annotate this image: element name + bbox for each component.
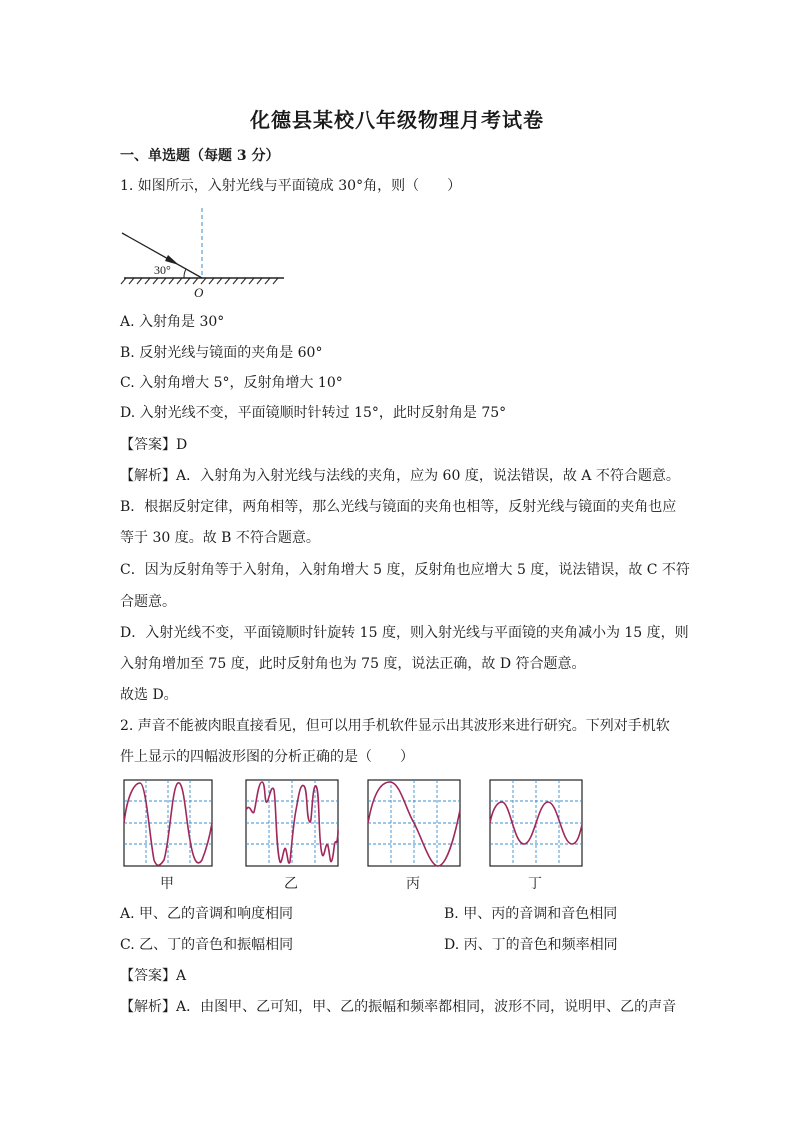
waveform-panel-yi bbox=[246, 780, 338, 866]
q1-answer: 【答案】D bbox=[120, 437, 188, 453]
angle-label: 30° bbox=[154, 263, 171, 277]
q2-answer: 【答案】A bbox=[120, 968, 187, 984]
mirror-hatching bbox=[121, 278, 278, 284]
waveform-panel-bing bbox=[368, 780, 460, 866]
q1-analysis-line: 【解析】A．入射角为入射光线与法线的夹角，应为 60 度，说法错误，故 A 不符合题意。 bbox=[120, 468, 680, 484]
q1-stem: 1. 如图所示，入射光线与平面镜成 30°角，则（ ） bbox=[120, 178, 462, 194]
q2-stem-line: 件上显示的四幅波形图的分析正确的是（ ） bbox=[120, 749, 414, 765]
q1-analysis-line: 入射角增加至 75 度，此时反射角也为 75 度，说法正确，故 D 符合题意。 bbox=[120, 656, 586, 672]
q1-option-a: A. 入射角是 30° bbox=[120, 314, 225, 330]
q1-analysis-line: B．根据反射定律，两角相等，那么光线与镜面的夹角也相等，反射光线与镜面的夹角也应 bbox=[120, 499, 677, 515]
q2-option-d: D. 丙、丁的音色和频率相同 bbox=[444, 937, 618, 953]
q2-option-a: A. 甲、乙的音调和响度相同 bbox=[120, 906, 294, 922]
q1-analysis-line: C．因为反射角等于入射角，入射角增大 5 度，反射角也应增大 5 度，说法错误，故 C 不符 bbox=[120, 562, 690, 578]
q2-stem-line: 2. 声音不能被肉眼直接看见，但可以用手机软件显示出其波形来进行研究。下列对手机软 bbox=[120, 718, 670, 734]
page-title: 化德县某校八年级物理月考试卷 bbox=[250, 108, 544, 132]
q1-option-d: D. 入射光线不变，平面镜顺时针转过 15°，此时反射角是 75° bbox=[120, 405, 507, 421]
waveform-panel-ding bbox=[490, 780, 582, 866]
q2-option-b: B. 甲、丙的音调和音色相同 bbox=[444, 906, 618, 922]
wave-label-ding: 丁 bbox=[528, 876, 542, 892]
q1-analysis-line: 等于 30 度。故 B 不符合题意。 bbox=[120, 530, 320, 546]
q1-option-c: C. 入射角增大 5°，反射角增大 10° bbox=[120, 375, 343, 391]
mirror-reflection-diagram bbox=[118, 206, 288, 302]
wave-label-yi: 乙 bbox=[284, 876, 298, 892]
section-heading: 一、单选题（每题 3 分） bbox=[120, 148, 280, 164]
waveform-figures bbox=[118, 774, 598, 894]
point-label: O bbox=[194, 285, 204, 300]
q1-analysis-line: 合题意。 bbox=[120, 594, 176, 610]
wave-label-jia: 甲 bbox=[160, 876, 174, 892]
q1-analysis-line: D．入射光线不变，平面镜顺时针旋转 15 度，则入射光线与平面镜的夹角减小为 15 度，则 bbox=[120, 625, 689, 641]
angle-arc bbox=[184, 269, 186, 278]
q2-analysis-line: 【解析】A．由图甲、乙可知，甲、乙的振幅和频率都相同，波形不同，说明甲、乙的声音 bbox=[120, 999, 677, 1015]
q2-option-c: C. 乙、丁的音色和振幅相同 bbox=[120, 937, 294, 953]
q1-analysis-line: 故选 D。 bbox=[120, 687, 178, 703]
q1-option-b: B. 反射光线与镜面的夹角是 60° bbox=[120, 345, 323, 361]
wave-label-bing: 丙 bbox=[406, 876, 420, 892]
waveform-panel-jia bbox=[124, 780, 212, 866]
